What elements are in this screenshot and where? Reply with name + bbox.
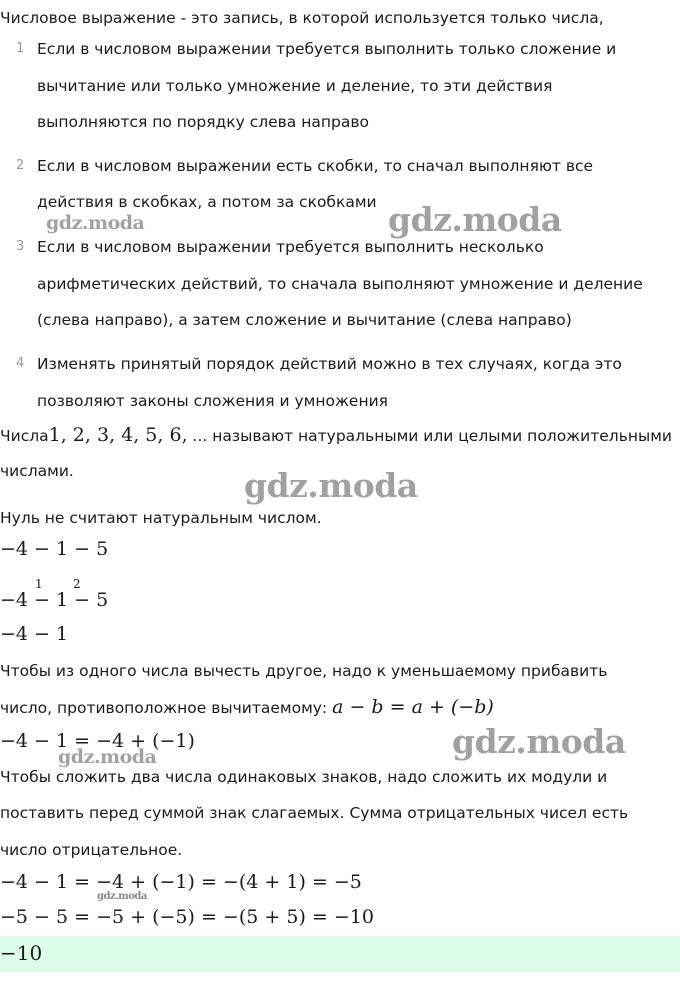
expression-solution-1: −4 − 1 = −4 + (−1) = −(4 + 1) = −5 [0, 871, 362, 893]
rule-number: 4 [16, 356, 25, 371]
subtract-rule-line2: число, противоположное вычитаемому: a − b = a + (−b) [0, 696, 494, 718]
expression-solution-2: −5 − 5 = −5 + (−5) = −(5 + 5) = −10 [0, 906, 374, 928]
expression-rewrite: −4 − 1 = −4 + (−1) [0, 730, 195, 752]
rule-text: выполняются по порядку слева направо [37, 113, 369, 131]
add-rule-line1: Чтобы сложить два числа одинаковых знаков, надо сложить их модули и [0, 768, 608, 786]
rule-number: 1 [16, 41, 25, 56]
rule-text: (слева направо), а затем сложение и вычитание (слева направо) [37, 311, 572, 329]
rule-text: действия в скобках, а потом за скобками [37, 193, 377, 211]
subtract-formula: a − b = a + (−b) [332, 696, 494, 718]
zero-note: Нуль не считают натуральным числом. [0, 509, 322, 527]
naturals-suffix: ... называют натуральными или целыми положительными [187, 427, 672, 445]
rule-text: Если в числовом выражении требуется выполнить только сложение и [37, 40, 617, 58]
expression-step: −4 − 1 [0, 623, 69, 645]
add-rule-line2: поставить перед суммой знак слагаемых. Сумма отрицательных чисел есть [0, 804, 629, 822]
answer-box [0, 936, 680, 972]
watermark: gdz.moda [244, 466, 418, 505]
watermark: gdz.moda [46, 212, 145, 234]
subtract-rule-line1: Чтобы из одного числа вычесть другое, надо к уменьшаемому прибавить [0, 662, 608, 680]
naturals-line2: числами. [0, 462, 74, 480]
rule-number: 2 [16, 158, 25, 173]
operation-2: − [74, 589, 91, 611]
order-mark-2: 2 [73, 577, 81, 591]
naturals-definition [0, 425, 672, 446]
operation-1: − [34, 589, 50, 611]
rule-text: позволяют законы сложения и умножения [37, 392, 388, 410]
naturals-prefix: Числа [0, 427, 49, 445]
rule-text: арифметических действий, то сначала выполняют умножение и деление [37, 275, 643, 293]
add-rule-line3: число отрицательное. [0, 841, 183, 859]
watermark: gdz.moda [58, 746, 157, 768]
watermark: gdz.moda [452, 722, 626, 761]
rule-text: Если в числовом выражении есть скобки, то сначал выполняют все [37, 157, 594, 175]
answer-value: −10 [0, 941, 43, 965]
rule-text: вычитание или только умножение и деление, то эти действия [37, 77, 553, 95]
naturals-math: 1, 2, 3, 4, 5, 6, [48, 424, 188, 446]
watermark: gdz.moda [97, 891, 147, 902]
rule-text: Если в числовом выражении требуется выполнить несколько [37, 238, 544, 256]
intro-text: Числовое выражение - это запись, в которой используется только числа, [0, 9, 604, 27]
rule-number: 3 [16, 239, 25, 254]
order-mark-1: 1 [35, 577, 43, 591]
rule-text: Изменять принятый порядок действий можно в тех случаях, когда это [37, 355, 622, 373]
expression-ordered: −4 − 1 − 5 [0, 589, 109, 611]
watermark: gdz.moda [388, 200, 562, 239]
expression-original: −4 − 1 − 5 [0, 538, 109, 560]
